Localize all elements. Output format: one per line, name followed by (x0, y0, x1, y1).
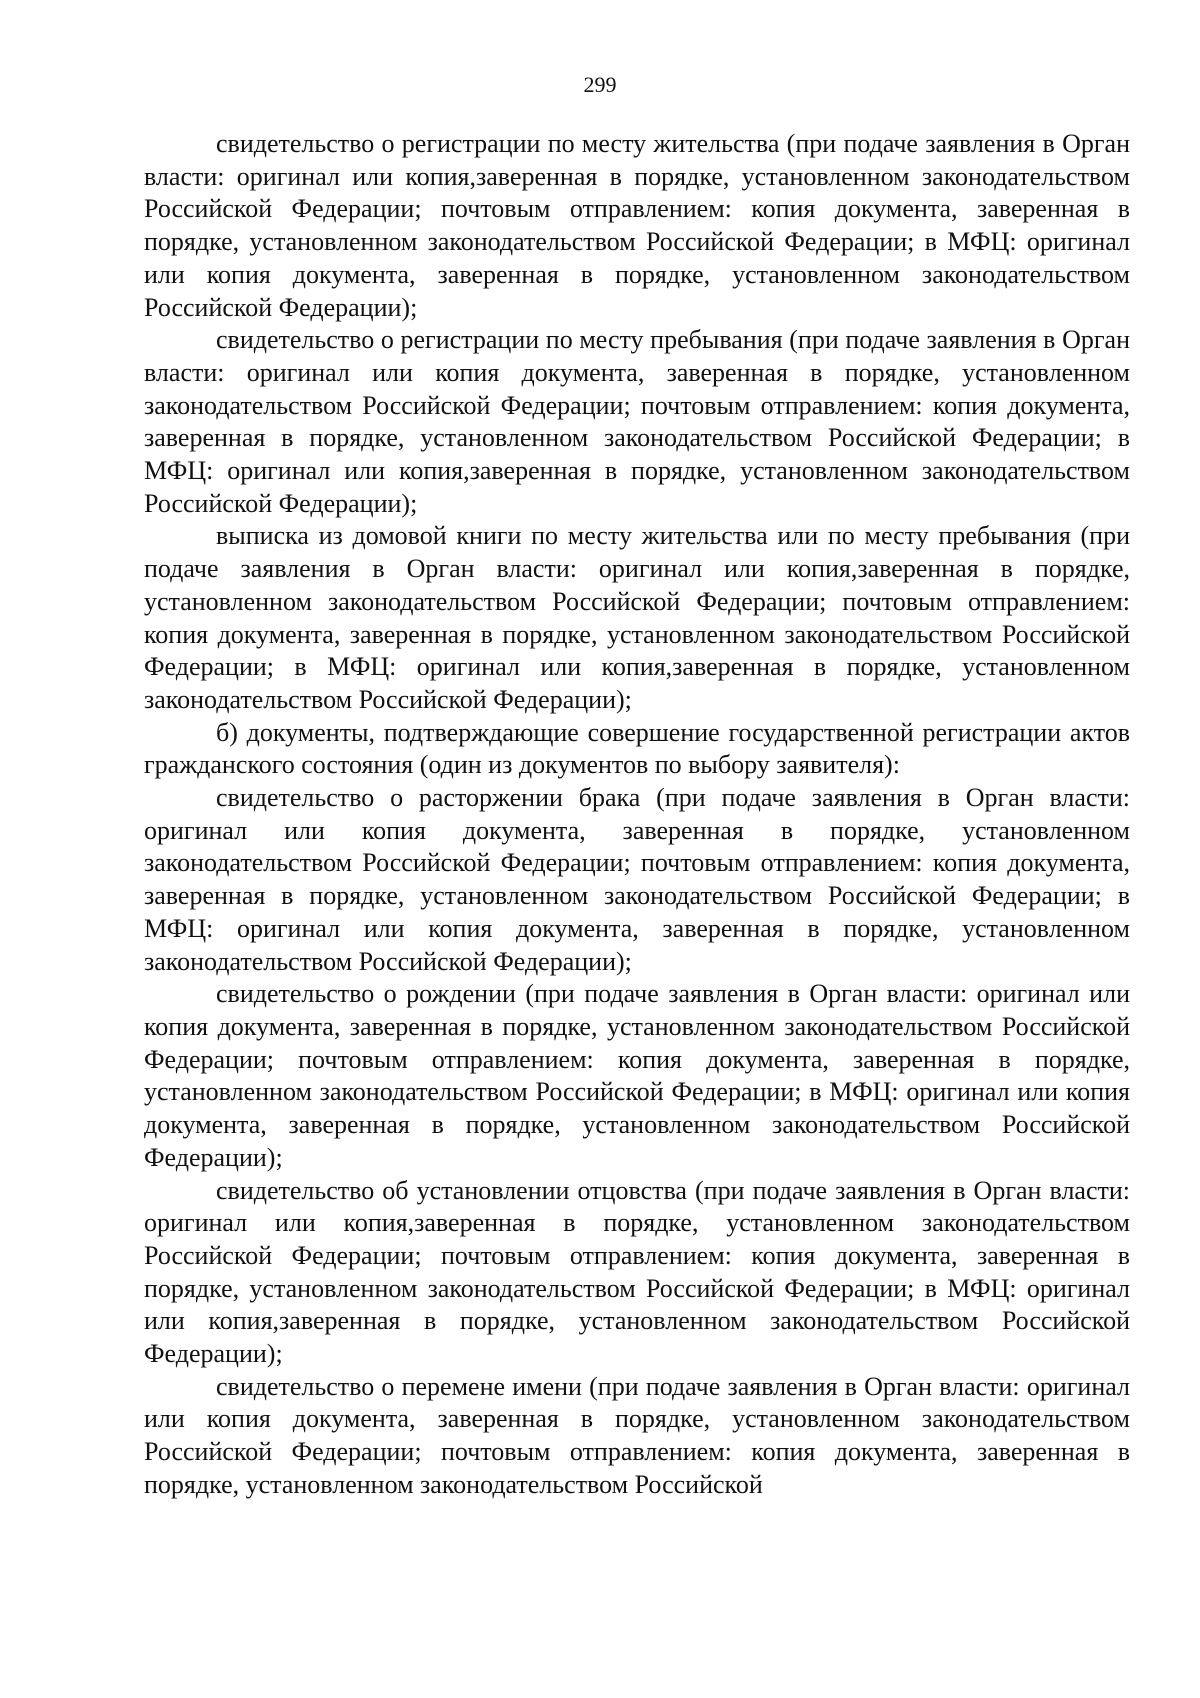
page-number: 299 (583, 72, 617, 97)
paragraph-divorce-certificate: свидетельство о расторжении брака (при подаче заявления в Орган власти: оригинал или копия документа, заверенная в порядке, установленном законодательством Российской Федерации; почтовым отправлением: копия документа, заверенная в порядке, установленном законодательством Российской Федерации; в МФЦ: оригинал или копия документа, заверенная в порядке, установленном законодательством Российской Федерации); (144, 783, 1130, 976)
paragraph-name-change-certificate: свидетельство о перемене имени (при подаче заявления в Орган власти: оригинал или копия документа, заверенная в порядке, установленном законодательством Российской Федерации; почтовым отправлением: копия документа, заверенная в порядке, установленном законодательством Российской (144, 1371, 1130, 1499)
paragraph-paternity-certificate: свидетельство об установлении отцовства (при подаче заявления в Орган власти: оригинал или копия,заверенная в порядке, установленном законодательством Российской Федерации; почтовым отправлением: копия документа, заверенная в порядке, установленном законодательством Российской Федерации; в МФЦ: оригинал или копия,заверенная в порядке, установленном законодательством Российской Федерации); (144, 1175, 1130, 1369)
paragraph-civil-status-documents: б) документы, подтверждающие совершение государственной регистрации актов гражданского состояния (один из документов по выбору заявителя): (144, 717, 1130, 780)
document-body (144, 128, 1130, 1502)
paragraph-birth-certificate: свидетельство о рождении (при подаче заявления в Орган власти: оригинал или копия документа, заверенная в порядке, установленном законодательством Российской Федерации; почтовым отправлением: копия документа, заверенная в порядке, установленном законодательством Российской Федерации; в МФЦ: оригинал или копия документа, заверенная в порядке, установленном законодательством Российской Федерации); (144, 979, 1130, 1172)
paragraph-house-book-extract: выписка из домовой книги по месту жительства или по месту пребывания (при подаче заявления в Орган власти: оригинал или копия,заверенная в порядке, установленном законодательством Российской Федерации; почтовым отправлением: копия документа, заверенная в порядке, установленном законодательством Российской Федерации; в МФЦ: оригинал или копия,заверенная в порядке, установленном законодательством Российской Федерации); (144, 521, 1130, 714)
paragraph-residence-registration: свидетельство о регистрации по месту жительства (при подаче заявления в Орган власти: оригинал или копия,заверенная в порядке, установленном законодательством Российской Федерации; почтовым отправлением: копия документа, заверенная в порядке, установленном законодательством Российской Федерации; в МФЦ: оригинал или копия документа, заверенная в порядке, установленном законодательством Российской Федерации); (144, 129, 1130, 322)
paragraph-stay-registration: свидетельство о регистрации по месту пребывания (при подаче заявления в Орган власти: оригинал или копия документа, заверенная в порядке, установленном законодательством Российской Федерации; почтовым отправлением: копия документа, заверенная в порядке, установленном законодательством Российской Федерации; в МФЦ: оригинал или копия,заверенная в порядке, установленном законодательством Российской Федерации); (144, 325, 1130, 518)
